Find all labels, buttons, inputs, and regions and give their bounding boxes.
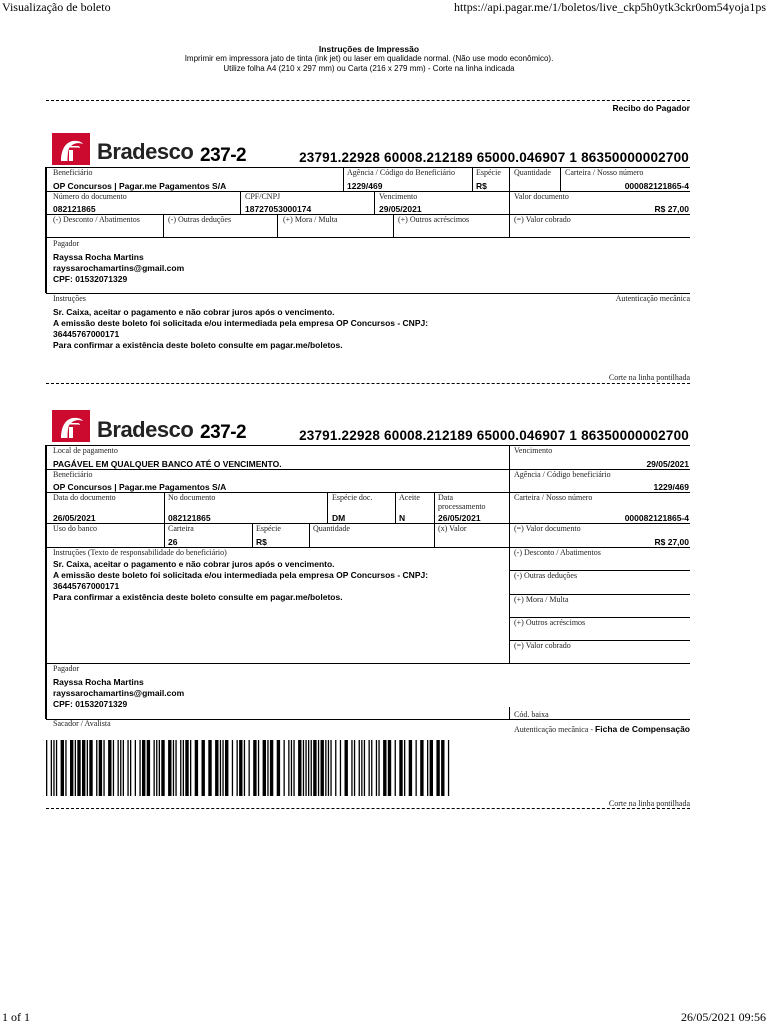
barcode-bar <box>263 740 266 796</box>
especie-label: Espécie <box>476 168 501 177</box>
divider <box>164 492 165 547</box>
barcode-bar <box>208 740 211 796</box>
barcode-bar <box>237 740 238 796</box>
barcode-bar <box>335 740 336 796</box>
desconto-label: (-) Desconto / Abatimentos <box>514 548 601 557</box>
barcode-bar <box>395 740 396 796</box>
barcode-bar <box>378 740 379 796</box>
carteira2-value: 26 <box>168 537 178 547</box>
carteira-value: 000082121865-4 <box>624 181 689 191</box>
quantidade-label: Quantidade <box>313 524 350 533</box>
barcode-bar <box>77 740 80 796</box>
barcode-bar <box>65 740 66 796</box>
numero-doc-value: 082121865 <box>168 513 211 523</box>
divider <box>163 214 164 237</box>
divider <box>46 191 690 192</box>
barcode-bar <box>232 740 233 796</box>
divider <box>395 492 396 523</box>
barcode-bar <box>108 740 111 796</box>
numero-doc-label: Número do documento <box>53 192 127 201</box>
pagador-name: Rayssa Rocha Martins <box>53 677 144 687</box>
barcode-bar <box>420 740 423 796</box>
instrucoes-label: Instruções <box>53 294 86 303</box>
beneficiario-value: OP Concursos | Pagar.me Pagamentos S/A <box>53 482 227 492</box>
instruction-line: A emissão deste boleto foi solicitada e/ou intermediada pela empresa OP Concursos - CNPJ: <box>53 318 429 328</box>
bank-name: Bradesco <box>97 417 194 442</box>
barcode-bar <box>195 740 198 796</box>
barcode-bar <box>159 740 160 796</box>
print-datetime: 26/05/2021 09:56 <box>680 1010 766 1024</box>
especie-doc-label: Espécie doc. <box>332 493 373 502</box>
barcode-bar <box>130 740 131 796</box>
barcode-bar <box>308 740 309 796</box>
pagador-block <box>53 252 184 285</box>
beneficiario-value: OP Concursos | Pagar.me Pagamentos S/A <box>53 181 227 191</box>
barcode-bar <box>56 740 57 796</box>
barcode-bar <box>409 740 412 796</box>
especie-label: Espécie <box>256 524 281 533</box>
cpf-cnpj-label: CPF/CNPJ <box>245 192 281 201</box>
barcode-bar <box>303 740 304 796</box>
barcode-bar <box>388 740 391 796</box>
data-processamento-label <box>438 493 486 511</box>
numero-doc-value: 082121865 <box>53 204 96 214</box>
barcode-bar <box>99 740 102 796</box>
valor-cobrado-label: (=) Valor cobrado <box>514 641 571 650</box>
bank-code: 237-2 <box>200 422 247 443</box>
valor-doc-value: R$ 27,00 <box>654 204 689 214</box>
barcode-bar <box>220 740 221 796</box>
divider <box>434 492 435 547</box>
data-processamento-value: 26/05/2021 <box>438 513 481 523</box>
divider <box>327 492 328 523</box>
divider <box>560 167 561 191</box>
data-processamento-label-line: Data <box>438 493 454 502</box>
barcode-bar <box>399 740 402 796</box>
instruction-line: 36445767000171 <box>53 329 120 339</box>
cut-line <box>46 100 690 101</box>
barcode-bar <box>75 740 76 796</box>
barcode-bar <box>318 740 319 796</box>
aceite-value: N <box>399 513 406 523</box>
cod-baixa-label: Cód. baixa <box>514 710 549 719</box>
vencimento-label: Vencimento <box>514 446 553 455</box>
divider <box>509 707 510 719</box>
carteira2-label: Carteira <box>168 524 194 533</box>
carteira-label: Carteira / Nosso número <box>514 493 593 502</box>
outros-acrescimos-label: (+) Outros acréscimos <box>398 215 470 224</box>
barcode-bar <box>359 740 360 796</box>
instruction-line: A emissão deste boleto foi solicitada e/ou intermediada pela empresa OP Concursos - CNPJ: <box>53 570 429 580</box>
digitable-line: 23791.22928 60008.212189 65000.046907 1 86350000002700 <box>299 428 689 443</box>
barcode-bar <box>239 740 242 796</box>
slip-instructions <box>53 559 428 603</box>
divider <box>393 214 394 237</box>
cut-line <box>46 808 690 809</box>
barcode-bar <box>328 740 329 796</box>
barcode-bar <box>330 740 331 796</box>
instruction-line: Sr. Caixa, aceitar o pagamento e não cobrar juros após o vencimento. <box>53 307 335 317</box>
local-pagamento-label: Local de pagamento <box>53 446 118 455</box>
instruction-line: Sr. Caixa, aceitar o pagamento e não cobrar juros após o vencimento. <box>53 559 335 569</box>
barcode-bar <box>89 740 92 796</box>
valor-doc-label: Valor documento <box>514 192 569 201</box>
agencia-label: Agência / Código do Beneficiário <box>347 168 455 177</box>
cpf-cnpj-value: 18727053000174 <box>245 204 312 214</box>
barcode-bar <box>82 740 85 796</box>
barcode-bar <box>351 740 352 796</box>
outros-acrescimos-label: (+) Outros acréscimos <box>514 618 586 627</box>
barcode-bar <box>180 740 181 796</box>
divider <box>343 167 344 191</box>
barcode-bar <box>87 740 88 796</box>
barcode-bar <box>369 740 370 796</box>
outras-deducoes-label: (-) Outras deduções <box>168 215 232 224</box>
barcode-bar <box>258 740 259 796</box>
barcode-bar <box>175 740 176 796</box>
barcode-bar <box>244 740 245 796</box>
divider <box>309 523 310 547</box>
barcode-bar <box>430 740 433 796</box>
barcode-bar <box>253 740 256 796</box>
bank-logo <box>52 133 90 170</box>
agencia-label: Agência / Código beneficiário <box>514 470 611 479</box>
barcode-bar <box>416 740 417 796</box>
barcode-bar <box>96 740 97 796</box>
data-processamento-label-line: processamento <box>438 502 486 511</box>
print-header <box>0 0 768 14</box>
barcode-bar <box>313 740 316 796</box>
mora-label: (+) Mora / Multa <box>283 215 338 224</box>
barcode-bar <box>113 740 114 796</box>
barcode-bar <box>168 740 171 796</box>
instruction-line: Para confirmar a existência deste boleto consulte em pagar.me/boletos. <box>53 592 343 602</box>
divider <box>46 445 690 446</box>
barcode-bar <box>147 740 150 796</box>
barcode-bar <box>364 740 365 796</box>
bradesco-logo-icon <box>52 133 90 165</box>
bradesco-logo-icon <box>52 410 90 442</box>
barcode-bar <box>267 740 268 796</box>
divider <box>46 237 690 238</box>
barcode-bar <box>202 740 205 796</box>
receipt-title: Recibo do Pagador <box>612 103 690 113</box>
border-left <box>45 445 47 719</box>
barcode-bar <box>127 740 128 796</box>
vencimento-value: 29/05/2021 <box>379 204 422 214</box>
quantidade-label: Quantidade <box>514 168 551 177</box>
bank-logo <box>52 410 90 447</box>
barcode-bar <box>190 740 191 796</box>
barcode-bar <box>118 740 119 796</box>
barcode-bar <box>173 740 174 796</box>
instrucoes-label: Instruções (Texto de responsabilidade do beneficiário) <box>53 548 227 557</box>
barcode-bar <box>103 740 104 796</box>
barcode-bar <box>70 740 73 796</box>
vencimento-value: 29/05/2021 <box>646 459 689 469</box>
beneficiario-label: Beneficiário <box>53 470 93 479</box>
divider <box>46 523 690 524</box>
barcode-bar <box>61 740 64 796</box>
divider <box>240 191 241 214</box>
barcode-bar <box>46 740 47 796</box>
pagador-email: rayssarochamartins@gmail.com <box>53 263 185 273</box>
border-left <box>45 167 47 293</box>
barcode-bar <box>51 740 52 796</box>
print-instructions-line1: Imprimir em impressora jato de tinta (ink jet) ou laser em qualidade normal. (Não use modo econômico). <box>184 54 554 63</box>
barcode-bar <box>161 740 164 796</box>
uso-banco-label: Uso do banco <box>53 524 97 533</box>
barcode-bar <box>293 740 294 796</box>
barcode-bar <box>311 740 312 796</box>
pagador-block <box>53 677 184 710</box>
bank-code: 237-2 <box>200 145 247 166</box>
data-doc-label: Data do documento <box>53 493 116 502</box>
page-count: 1 of 1 <box>2 1010 30 1024</box>
page-url: https://api.pagar.me/1/boletos/live_ckp5h0ytk3ckr0om54yoja1ps <box>454 0 766 14</box>
barcode-bar <box>291 740 292 796</box>
carteira-label: Carteira / Nosso número <box>565 168 644 177</box>
barcode-bar <box>383 740 386 796</box>
barcode-bar <box>156 740 157 796</box>
especie-value: R$ <box>256 537 267 547</box>
cut-line <box>46 383 690 384</box>
print-instructions-title: Instruções de Impressão <box>318 44 420 54</box>
outras-deducoes-label: (-) Outras deduções <box>514 571 578 580</box>
barcode-bar <box>215 740 218 796</box>
divider <box>46 293 690 294</box>
barcode-bar <box>361 740 362 796</box>
especie-doc-value: DM <box>332 513 346 523</box>
receipt-instructions <box>53 307 428 351</box>
barcode-bar <box>284 740 285 796</box>
print-instructions <box>0 44 738 74</box>
beneficiario-label: Beneficiário <box>53 168 93 177</box>
divider <box>472 167 473 191</box>
barcode-bar <box>135 740 136 796</box>
barcode-bar <box>183 740 184 796</box>
local-pagamento-value: PAGÁVEL EM QUALQUER BANCO ATÉ O VENCIMENTO. <box>53 459 282 469</box>
barcode-bar <box>371 740 372 796</box>
numero-doc-label: No documento <box>168 493 216 502</box>
print-instructions-line2: Utilize folha A4 (210 x 297 mm) ou Carta (216 x 279 mm) - Corte na linha indicada <box>223 64 515 73</box>
instruction-line: 36445767000171 <box>53 581 120 591</box>
cut-line-label: Corte na linha pontilhada <box>608 373 690 382</box>
bank-name: Bradesco <box>97 139 194 164</box>
divider <box>509 445 510 663</box>
instruction-line: Para confirmar a existência deste boleto consulte em pagar.me/boletos. <box>53 340 343 350</box>
barcode-bar <box>325 740 326 796</box>
desconto-label: (-) Desconto / Abatimentos <box>53 215 140 224</box>
barcode-bar <box>376 740 377 796</box>
valor-doc-label: (=) Valor documento <box>514 524 581 533</box>
barcode-bar <box>354 740 355 796</box>
pagador-label: Pagador <box>53 664 80 673</box>
data-doc-value: 26/05/2021 <box>53 513 96 523</box>
barcode-bar <box>448 740 449 796</box>
digitable-line: 23791.22928 60008.212189 65000.046907 1 86350000002700 <box>299 150 689 165</box>
barcode-bar <box>154 740 155 796</box>
pagador-label: Pagador <box>53 239 80 248</box>
pagador-name: Rayssa Rocha Martins <box>53 252 144 262</box>
divider <box>46 214 690 215</box>
divider <box>374 191 375 214</box>
carteira-value: 000082121865-4 <box>624 513 689 523</box>
barcode-bar <box>404 740 405 796</box>
agencia-value: 1229/469 <box>347 181 383 191</box>
valor-cobrado-label: (=) Valor cobrado <box>514 215 571 224</box>
barcode-bar <box>441 740 444 796</box>
divider <box>46 663 690 664</box>
barcode-bar <box>225 740 228 796</box>
autenticacao-label: Autenticação mecânica <box>615 294 690 303</box>
barcode-bar <box>120 740 121 796</box>
barcode-bar <box>340 740 341 796</box>
barcode-bar <box>249 740 250 796</box>
especie-value: R$ <box>476 181 487 191</box>
barcode-bar <box>139 740 140 796</box>
pagador-cpf: CPF: 01532071329 <box>53 699 128 709</box>
valor-doc-value: R$ 27,00 <box>654 537 689 547</box>
barcode-bar <box>123 740 124 796</box>
cut-line-label: Corte na linha pontilhada <box>608 799 690 808</box>
ficha-title <box>514 719 690 737</box>
barcode-bar <box>53 740 54 796</box>
barcode-bar <box>321 740 324 796</box>
barcode-bar <box>436 740 439 796</box>
agencia-value: 1229/469 <box>653 482 689 492</box>
barcode-bar <box>305 740 306 796</box>
x-valor-label: (x) Valor <box>438 524 467 533</box>
barcode-bar <box>298 740 301 796</box>
barcode-bar <box>345 740 348 796</box>
barcode-bar <box>288 740 289 796</box>
divider <box>277 214 278 237</box>
page-title: Visualização de boleto <box>2 0 111 14</box>
ficha-label: Ficha de Compensação <box>595 724 690 734</box>
pagador-email: rayssarochamartins@gmail.com <box>53 688 185 698</box>
divider <box>252 523 253 547</box>
barcode <box>46 740 450 796</box>
barcode-bar <box>185 740 188 796</box>
autenticacao-label: Autenticação mecânica - <box>513 725 596 734</box>
barcode-bar <box>427 740 428 796</box>
aceite-label: Aceite <box>399 493 420 502</box>
mora-label: (+) Mora / Multa <box>514 595 569 604</box>
barcode-bar <box>142 740 145 796</box>
sacador-label: Sacador / Avalista <box>53 719 111 728</box>
pagador-cpf: CPF: 01532071329 <box>53 274 128 284</box>
vencimento-label: Vencimento <box>379 192 418 201</box>
barcode-bar <box>277 740 280 796</box>
barcode-bar <box>222 740 223 796</box>
divider <box>509 167 510 237</box>
barcode-bar <box>270 740 273 796</box>
